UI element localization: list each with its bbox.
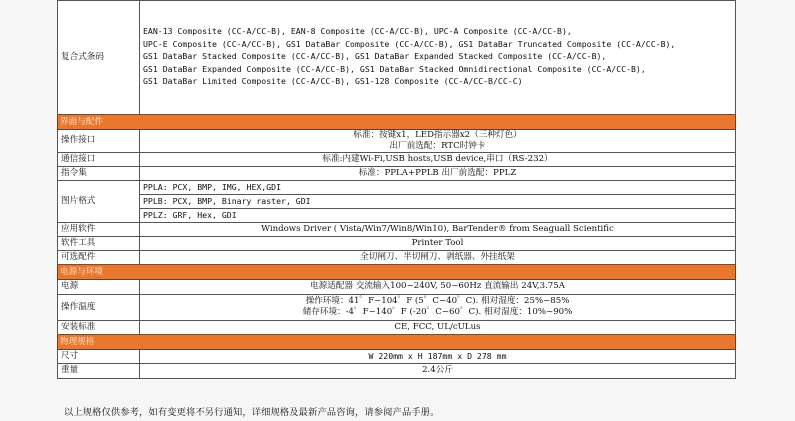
composite-barcode-list [140, 1, 736, 115]
row-value [140, 129, 736, 152]
row-value [140, 294, 736, 320]
row-command-set [58, 166, 736, 180]
row-value: Windows Driver ( Vista/Win7/Win8/Win10), BarTender® from Seaguall Scientific [140, 222, 736, 236]
row-value: 标准:内建Wi-Fi,USB hosts,USB device,串口（RS-232） [140, 152, 736, 166]
value-line: 标准：按键x1，LED指示器x2（三种灯色） [353, 129, 522, 140]
section-header-interface [58, 114, 736, 129]
row-value: 标准：PPLA+PPLB 出厂前选配：PPLZ [140, 166, 736, 180]
row-operating-temperature [58, 294, 736, 320]
row-power [58, 279, 736, 294]
row-value: 2.4公斤 [140, 363, 736, 378]
row-optional-accessories [58, 250, 736, 264]
row-label: 电源 [58, 279, 140, 294]
spec-table [57, 0, 736, 379]
row-label: 可选配件 [58, 250, 140, 264]
composite-line: UPC-E Composite (CC-A/CC-B), GS1 DataBar Composite (CC-A/CC-B), GS1 DataBar Truncated Composite (CC-A/CC-B), [143, 38, 676, 49]
composite-line: GS1 DataBar Expanded Composite (CC-A/CC-B), GS1 DataBar Stacked Omnidirectional Composite (CC-A/CC-B), [143, 63, 646, 74]
row-label: 尺寸 [58, 349, 140, 363]
row-dimensions [58, 349, 736, 363]
row-label: 复合式条码 [58, 1, 140, 115]
composite-line: EAN-13 Composite (CC-A/CC-B), EAN-8 Composite (CC-A/CC-B), UPC-A Composite (CC-A/CC-B), [143, 26, 572, 36]
value-line: 储存环境：-4゜F~140゜F (-20゜C~60゜C). 相对湿度：10%~90% [302, 307, 573, 317]
row-safety [58, 320, 736, 334]
row-label: 操作接口 [58, 129, 140, 152]
row-value: W 220mm x H 187mm x D 278 mm [140, 349, 736, 363]
row-communication [58, 152, 736, 166]
composite-line: GS1 DataBar Limited Composite (CC-A/CC-B), GS1-128 Composite (CC-A/CC-B/CC-C) [143, 76, 523, 86]
row-image-format-2 [58, 194, 736, 208]
row-value: CE, FCC, UL/cULus [140, 320, 736, 334]
section-header-physical [58, 334, 736, 349]
row-label: 应用软件 [58, 222, 140, 236]
composite-line: GS1 DataBar Stacked Composite (CC-A/CC-B), GS1 DataBar Expanded Stacked Composite (CC-A/CC-B), [143, 51, 607, 61]
row-label: 软件工具 [58, 236, 140, 250]
row-label: 指令集 [58, 166, 140, 180]
row-label: 通信接口 [58, 152, 140, 166]
row-operation-interface [58, 129, 736, 152]
value-line: 操作环境：41゜F~104゜F (5゜C~40゜C). 相对湿度：25%~85% [305, 296, 570, 306]
row-image-format-1 [58, 180, 736, 194]
image-format-line: PPLA: PCX, BMP, IMG, HEX,GDI [140, 180, 736, 194]
row-value: 电源适配器 交流输入100~240V, 50~60Hz 直流输出 24V,3.75A [140, 279, 736, 294]
image-format-line: PPLB: PCX, BMP, Binary raster, GDI [140, 194, 736, 208]
row-label: 安装标准 [58, 320, 140, 334]
row-image-format-3 [58, 208, 736, 222]
footnote: 以上规格仅供参考，如有变更将不另行通知，详细规格及最新产品咨询，请参阅产品手册。 [64, 407, 440, 418]
section-header-power [58, 264, 736, 279]
section-title: 电源与环境 [58, 264, 736, 279]
row-label: 重量 [58, 363, 140, 378]
image-format-line: PPLZ: GRF, Hex, GDI [140, 208, 736, 222]
row-weight [58, 363, 736, 378]
row-composite-barcode [58, 1, 736, 115]
row-label: 图片格式 [58, 180, 140, 222]
section-title: 界面与配件 [58, 114, 736, 129]
section-title: 物理规格 [58, 334, 736, 349]
row-value: 全切闸刀、半切闸刀、剥纸器、外挂纸架 [140, 250, 736, 264]
row-label: 操作温度 [58, 294, 140, 320]
row-value: Printer Tool [140, 236, 736, 250]
row-software-tools [58, 236, 736, 250]
row-application-software [58, 222, 736, 236]
value-line: 出厂前选配：RTC时钟卡 [389, 140, 486, 151]
